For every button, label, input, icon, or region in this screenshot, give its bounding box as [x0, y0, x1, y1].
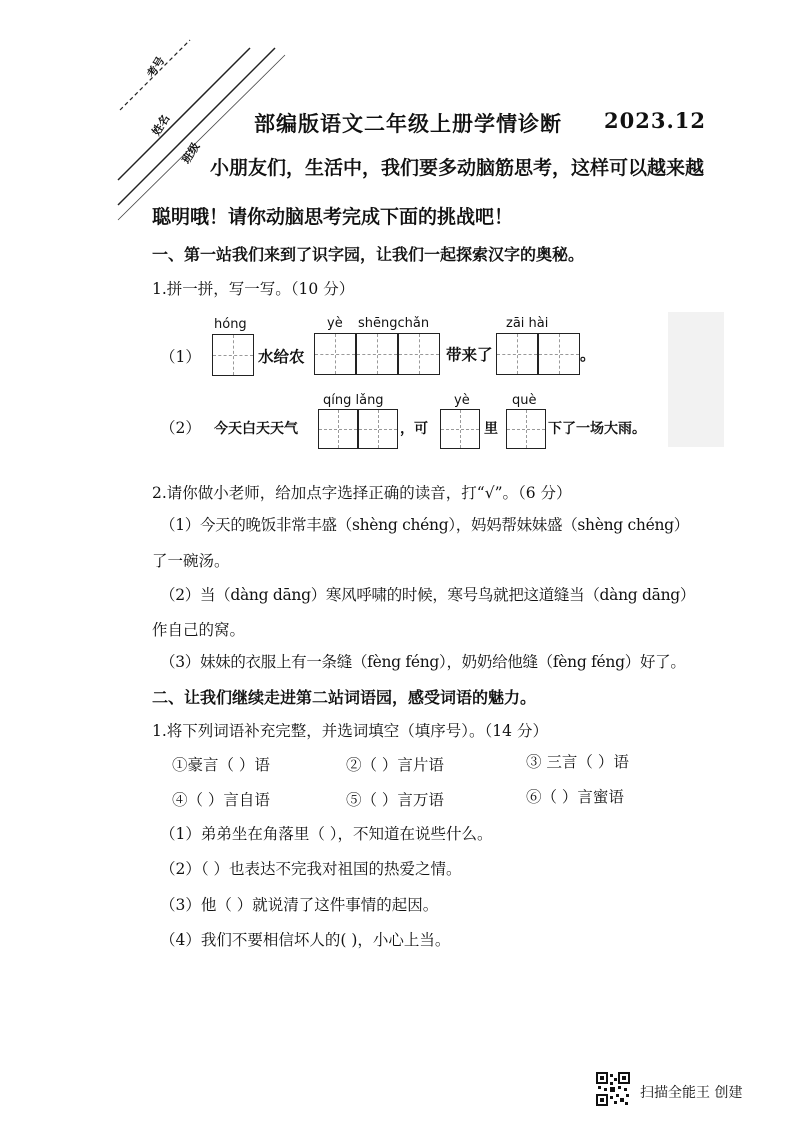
row-1-text-a: 水给农	[258, 347, 305, 366]
q2-item-1-line-1: （1）今天的晚饭非常丰盛（shèng chéng），妈妈帮妹妹盛（shèng chéng）	[160, 516, 689, 534]
qr-code-icon	[596, 1072, 630, 1106]
answer-box-ye-2[interactable]	[440, 409, 480, 449]
answer-box-sheng[interactable]	[356, 333, 398, 375]
option-6: ⑥（ ）言蜜语	[526, 788, 624, 806]
q2-item-2-line-1: （2）当（dàng dāng）寒风呼啸的时候，寒号鸟就把这道缝当（dàng dāng）	[160, 586, 696, 604]
answer-box-que[interactable]	[506, 409, 546, 449]
fill-sentence-3: （3）他（ ）就说清了这件事情的起因。	[160, 896, 439, 914]
option-3: ③ 三言（ ）语	[526, 753, 629, 771]
answer-box-hong[interactable]	[212, 334, 254, 376]
answer-box-ye-1[interactable]	[314, 333, 356, 375]
row-1-label: （1）	[160, 348, 201, 366]
binding-field-name: 姓名	[149, 112, 173, 138]
pinyin-hong: hóng	[214, 317, 247, 332]
answer-box-chan[interactable]	[398, 333, 440, 375]
row-2-text-c: 里	[484, 421, 498, 437]
q2-item-2-line-2: 作自己的窝。	[152, 621, 246, 639]
section-2-heading: 二、让我们继续走进第二站词语园，感受词语的魅力。	[152, 688, 537, 707]
page-title: 部编版语文二年级上册学情诊断	[254, 111, 562, 136]
scanner-watermark-text: 扫描全能王 创建	[640, 1085, 743, 1101]
question-1-2-prompt: 2.请你做小老师，给加点字选择正确的读音，打“√”。（6 分）	[152, 484, 572, 502]
row-1-text-b: 带来了	[446, 345, 493, 364]
question-1-1-prompt: 1.拼一拼，写一写。（10 分）	[152, 280, 355, 298]
row-2-text-a: 今天白天天气	[214, 421, 298, 437]
option-1: ①豪言（ ）语	[172, 756, 270, 774]
row-2-text-b: ，可	[400, 421, 428, 437]
answer-box-zai[interactable]	[496, 333, 538, 375]
pinyin-shengchan: shēngchǎn	[358, 316, 430, 331]
answer-box-hai[interactable]	[538, 333, 580, 375]
section-1-heading: 一、第一站我们来到了识字园，让我们一起探索汉字的奥秘。	[152, 245, 585, 264]
pinyin-qinglang: qíng lǎng	[323, 393, 384, 408]
binding-field-class: 班级	[179, 140, 203, 166]
fill-sentence-2: （2）（ ）也表达不完我对祖国的热爱之情。	[160, 860, 462, 878]
pinyin-que: què	[512, 393, 537, 408]
option-4: ④（ ）言自语	[172, 791, 270, 809]
intro-line-2: 聪明哦！请你动脑思考完成下面的挑战吧！	[152, 206, 514, 228]
option-2: ②（ ）言片语	[346, 756, 444, 774]
row-2-label: （2）	[160, 419, 201, 437]
row-2-text-d: 下了一场大雨。	[548, 421, 646, 437]
pinyin-zaihai: zāi hài	[506, 316, 549, 331]
exam-date: 2023.12	[604, 108, 706, 133]
q2-item-3-line-1: （3）妹妹的衣服上有一条缝（fèng féng），奶奶给他缝（fèng féng）好了。	[160, 653, 686, 671]
scan-smudge	[668, 312, 724, 447]
q2-item-1-line-2: 了一碗汤。	[152, 552, 230, 570]
question-2-1-prompt: 1.将下列词语补充完整，并选词填空（填序号）。（14 分）	[152, 722, 548, 740]
intro-line-1: 小朋友们，生活中，我们要多动脑筋思考，这样可以越来越	[210, 157, 705, 179]
option-5: ⑤（ ）言万语	[346, 791, 444, 809]
fill-sentence-1: （1）弟弟坐在角落里（ ），不知道在说些什么。	[160, 825, 493, 843]
binding-field-exam-number: 考号	[144, 54, 168, 80]
fill-sentence-4: （4）我们不要相信坏人的( )，小心上当。	[160, 931, 451, 949]
answer-box-qing[interactable]	[318, 409, 358, 449]
row-1-end: 。	[580, 345, 596, 364]
pinyin-ye-2: yè	[454, 393, 470, 408]
answer-box-lang[interactable]	[358, 409, 398, 449]
pinyin-ye-1: yè	[327, 316, 343, 331]
